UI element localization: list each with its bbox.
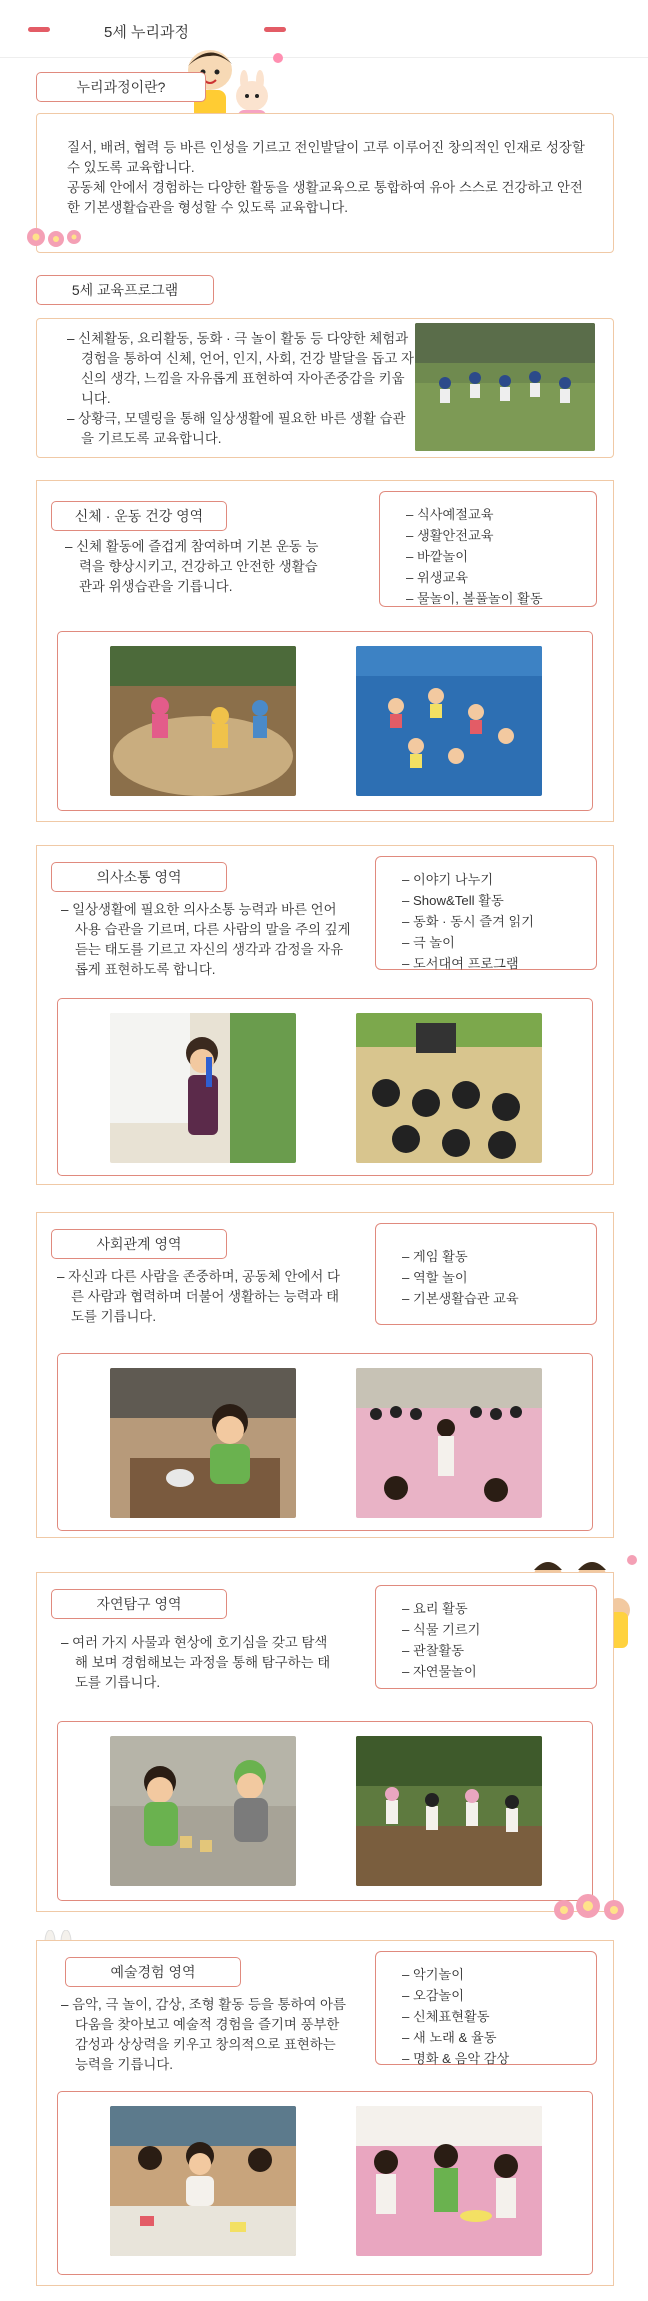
list-item: – 게임 활동 <box>402 1246 580 1267</box>
list-item: – 생활안전교육 <box>406 525 580 546</box>
nature-photo-2 <box>356 1736 542 1886</box>
tab-nuri-intro <box>36 72 206 102</box>
communication-photo-2 <box>356 1013 542 1163</box>
list-item: – 자연물놀이 <box>402 1661 580 1682</box>
physical-description-text: – 신체 활동에 즐겁게 참여하며 기본 운동 능력을 향상시키고, 건강하고 안전한 생활습관과 위생습관을 기릅니다. <box>65 539 319 594</box>
communication-photo-1 <box>110 1013 296 1163</box>
page-title: 5세 누리과정 <box>104 24 189 41</box>
flower-decoration-left <box>22 223 86 253</box>
list-item: – Show&Tell 활동 <box>402 890 580 911</box>
program-item-2: – 상황극, 모델링을 통해 일상생활에 필요한 바른 생활 습관을 기르도록 교육합니다. <box>67 411 406 446</box>
flower-decoration-right <box>548 1888 634 1928</box>
list-item: – 물놀이, 볼풀놀이 활동 <box>406 588 580 609</box>
nature-photo-box <box>57 1721 593 1901</box>
intro-paragraph-2: 공동체 안에서 경험하는 다양한 활동을 생활교육으로 통합하여 유아 스스로 건강하고 안전한 기본생활습관을 형성할 수 있도록 교육합니다. <box>67 180 583 215</box>
list-item: – 식사예절교육 <box>406 504 580 525</box>
arts-activity-list <box>375 1951 597 2065</box>
social-photo-box <box>57 1353 593 1531</box>
header-pill-left <box>28 27 50 32</box>
section-communication <box>36 845 614 1185</box>
list-item: – 동화 · 동시 즐겨 읽기 <box>402 911 580 932</box>
program-photo <box>415 323 595 451</box>
nature-description-text: – 여러 가지 사물과 현상에 호기심을 갖고 탐색해 보며 경험해보는 과정을 통해 탐구하는 태도를 기릅니다. <box>61 1635 331 1690</box>
list-item: – 도서대여 프로그램 <box>402 953 580 974</box>
list-item: – 신체표현활동 <box>402 2006 580 2027</box>
physical-activity-list <box>379 491 597 607</box>
list-item: – 극 놀이 <box>402 932 580 953</box>
physical-photo-1 <box>110 646 296 796</box>
section-nature <box>36 1572 614 1912</box>
arts-photo-2 <box>356 2106 542 2256</box>
list-item: – 이야기 나누기 <box>402 869 580 890</box>
nature-description <box>61 1633 337 1693</box>
physical-photo-box <box>57 631 593 811</box>
social-description-text: – 자신과 다른 사람을 존중하며, 공동체 안에서 다른 사람과 협력하며 더불어 생활하는 능력과 태도를 기릅니다. <box>57 1269 340 1324</box>
section-arts <box>36 1940 614 2286</box>
tab-arts-label: 예술경험 영역 <box>110 1964 196 1980</box>
arts-description <box>61 1995 351 2075</box>
physical-photo-2 <box>356 646 542 796</box>
arts-description-text: – 음악, 극 놀이, 감상, 조형 활동 등을 통하여 아름다움을 찾아보고 예술적 경험을 즐기며 풍부한 감성과 상상력을 키우고 창의적으로 표현하는 능력을 기릅니다. <box>61 1997 346 2072</box>
program-text <box>67 329 417 449</box>
list-item: – 새 노래 & 율동 <box>402 2027 580 2048</box>
tab-physical-label: 신체 · 운동 건강 영역 <box>74 508 204 524</box>
social-photo-2 <box>356 1368 542 1518</box>
list-item: – 악기놀이 <box>402 1964 580 1985</box>
list-item: – 식물 기르기 <box>402 1619 580 1640</box>
section-social <box>36 1212 614 1538</box>
social-activity-list <box>375 1223 597 1325</box>
tab-social-label: 사회관계 영역 <box>96 1236 182 1252</box>
list-item: – 기본생활습관 교육 <box>402 1288 580 1309</box>
program-box <box>36 318 614 458</box>
tab-communication-label: 의사소통 영역 <box>96 869 182 885</box>
tab-arts <box>65 1957 241 1987</box>
arts-photo-box <box>57 2091 593 2275</box>
tab-program-label: 5세 교육프로그램 <box>71 282 179 298</box>
list-item: – 관찰활동 <box>402 1640 580 1661</box>
list-item: – 역할 놀이 <box>402 1267 580 1288</box>
page-header <box>0 0 648 58</box>
intro-box <box>36 113 614 253</box>
nature-activity-list <box>375 1585 597 1689</box>
intro-paragraph-1: 질서, 배려, 협력 등 바른 인성을 기르고 전인발달이 고루 이루어진 창의적인 인재로 성장할 수 있도록 교육합니다. <box>67 140 585 175</box>
program-item-1: – 신체활동, 요리활동, 동화 · 극 놀이 활동 등 다양한 체험과 경험을 통하여 신체, 언어, 인지, 사회, 건강 발달을 돕고 자신의 생각, 느낌을 자유롭게 표현하여 자아존중감을 키웁니다. <box>67 331 414 406</box>
social-description <box>57 1267 347 1327</box>
tab-physical <box>51 501 227 531</box>
tab-nature-label: 자연탐구 영역 <box>96 1596 182 1612</box>
social-photo-1 <box>110 1368 296 1518</box>
list-item: – 명화 & 음악 감상 <box>402 2048 580 2069</box>
physical-description <box>65 537 325 597</box>
tab-program <box>36 275 214 305</box>
arts-photo-1 <box>110 2106 296 2256</box>
list-item: – 바깥놀이 <box>406 546 580 567</box>
header-pill-right <box>264 27 286 32</box>
list-item: – 요리 활동 <box>402 1598 580 1619</box>
list-item: – 오감놀이 <box>402 1985 580 2006</box>
communication-photo-box <box>57 998 593 1176</box>
list-item: – 위생교육 <box>406 567 580 588</box>
communication-activity-list <box>375 856 597 970</box>
tab-nature <box>51 1589 227 1619</box>
communication-description <box>61 900 351 980</box>
tab-communication <box>51 862 227 892</box>
nature-photo-1 <box>110 1736 296 1886</box>
section-physical <box>36 480 614 822</box>
tab-social <box>51 1229 227 1259</box>
communication-description-text: – 일상생활에 필요한 의사소통 능력과 바른 언어 사용 습관을 기르며, 다른 사람의 말을 주의 깊게 듣는 태도를 기르고 자신의 생각과 감정을 자유롭게 표현하도록 합니다. <box>61 902 351 977</box>
intro-text <box>67 138 587 218</box>
tab-nuri-intro-label: 누리과정이란? <box>76 79 166 95</box>
